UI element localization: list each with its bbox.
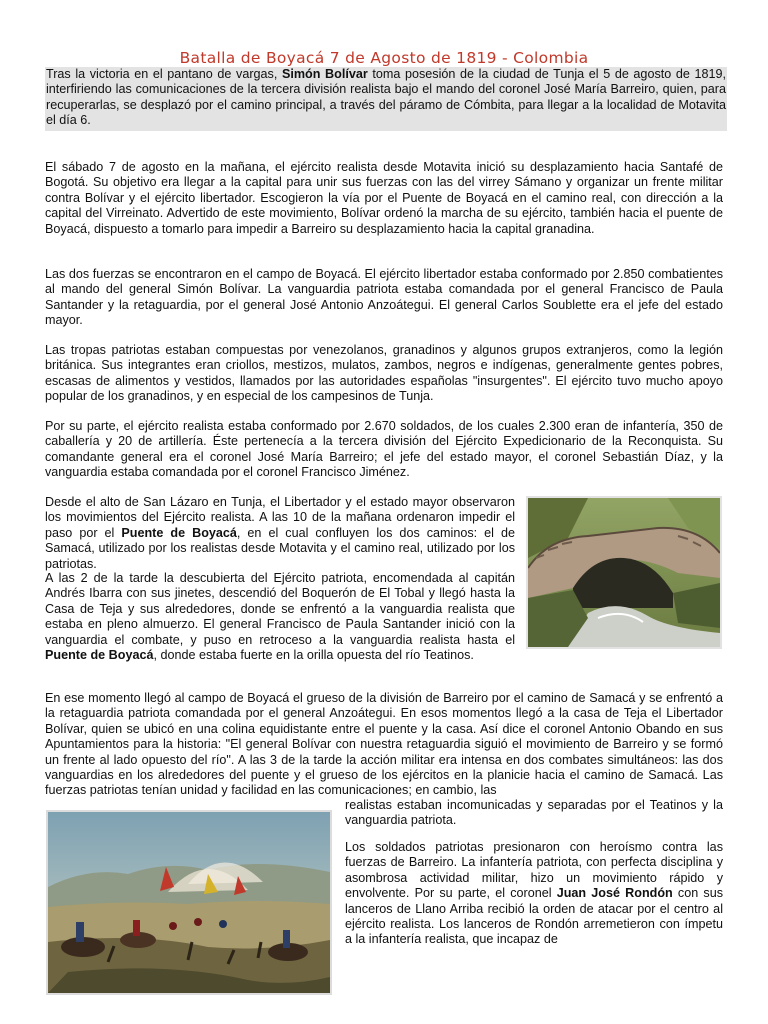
paragraph-6-text: A las 2 de la tarde la descubierta del Ejército patriota, encomendada al capitán Andrés Ibarra con sus jinetes, descendió del Boquerón de El Tobal y llegó hasta la Casa de Teja y sus alrededores, donde se enfrentó a la vanguardia realista que estaba en pleno almuerzo. El general Francisco de Paula Santander inició con la vanguardia el combate, y puso en retroceso a la vanguardia realista hasta el [45, 571, 515, 647]
paragraph-8-text: Los soldados patriotas presionaron con heroísmo contra las fuerzas de Barreiro. La infantería patriota, con perfecta disciplina y asombrosa actividad militar, hizo un movimiento rápido y envolvente. Por su parte, el coronel [345, 840, 723, 901]
paragraph-5-bold: Puente de Boyacá [121, 525, 237, 540]
paragraph-2: Las dos fuerzas se encontraron en el campo de Boyacá. El ejército libertador estaba conformado por 2.850 combatientes al mando del general Simón Bolívar. La vanguardia patriota estaba comandada por el general Francisco de Paula Santander y la retaguardia, por el general José Antonio Anzoátegui. El general Carlos Soublette era el jefe del estado mayor. [45, 267, 723, 328]
paragraph-7: En ese momento llegó al campo de Boyacá el grueso de la división de Barreiro por el camino de Samacá y se enfrentó a la retaguardia patriota comandada por el general Anzoátegui. En esos momentos llegó a la casa de Teja el Libertador Bolívar, quien se ubicó en una colina equidistante entre el puente y la casa. Así dice el coronel Antonio Obando en sus Apuntamientos para la historia: "El general Bolívar con nuestra retaguardia siguió el movimiento de Barreiro y se formó un frente al lado opuesto del río". A las 3 de la tarde la acción militar era intensa en dos combates simultáneos: las dos vanguardias en los alrededores del puente y el grueso de los ejércitos en la planicie hacia el camino de Samacá. Las fuerzas patriotas tenían unidad y facilidad en las comunicaciones; en cambio, las [45, 691, 723, 798]
page-title: Batalla de Boyacá 7 de Agosto de 1819 - Colombia [179, 49, 589, 67]
intro-text: Tras la victoria en el pantano de vargas, [46, 67, 282, 81]
intro-paragraph [45, 67, 727, 131]
paragraph-5-text-cont: , en el cual confluyen los dos caminos: el de Samacá, utilizado por los realistas desde Motavita y el camino real, utilizado por los patriotas. [45, 525, 515, 571]
paragraph-1: El sábado 7 de agosto en la mañana, el ejército realista desde Motavita inició su desplazamiento hacia Santafé de Bogotá. Su objetivo era llegar a la capital para unir sus fuerzas con las del virrey Sámano y organizar un frente militar contra Bolívar y el ejército libertador. Escogieron la vía por el Puente de Boyacá en el camino real, con dirección a la capital del Virreinato. Advertido de este movimiento, Bolívar ordenó la marcha de su ejército, también hacia el puente de Boyacá, dispuesto a tomarlo para impedir a Barreiro su desplazamiento hacia la capital granadina. [45, 160, 723, 236]
paragraph-6 [45, 571, 515, 663]
paragraph-3: Las tropas patriotas estaban compuestas por venezolanos, granadinos y algunos grupos extranjeros, como la legión británica. Sus integrantes eran criollos, mestizos, mulatos, zambos, negros e indígenas, generalmente gentes pobres, escasas de alimentos y vestidos, llamados por las autoridades españolas "insurgentes". El ejército tuvo mucho apoyo popular de los granadinos, y en especial de los campesinos de Tunja. [45, 343, 723, 404]
bridge-painting-image [526, 496, 722, 649]
paragraph-5-text: Desde el alto de San Lázaro en Tunja, el Libertador y el estado mayor observaron los movimientos del Ejército realista. A las 10 de la mañana ordenaron impedir el paso por el [45, 495, 515, 540]
paragraph-6-text-cont: , donde estaba fuerte en la orilla opuesta del río Teatinos. [153, 648, 474, 663]
paragraph-6-bold: Puente de Boyacá [45, 648, 154, 663]
paragraph-8 [345, 840, 723, 948]
intro-bold-name: Simón Bolívar [281, 67, 368, 81]
paragraph-4: Por su parte, el ejército realista estaba conformado por 2.670 soldados, de los cuales 2.300 eran de infantería, 350 de caballería y 20 de artillería. Éste pertenecía a la tercera división del Ejército Expedicionario de la Reconquista. Su comandante general era el coronel José María Barreiro; el jefe del estado mayor, el coronel Sebastián Díaz, y la vanguardia estaba comandada por el coronel Francisco Jiménez. [45, 419, 723, 480]
paragraph-7-continued: realistas estaban incomunicadas y separadas por el Teatinos y la vanguardia patriota. [345, 798, 723, 828]
paragraph-8-text-cont: con sus lanceros de Llano Arriba recibió la orden de atacar por el centro al ejército realista. Los lanceros de Rondón arremetieron con ímpetu a la infantería realista, que incapaz de [345, 886, 724, 947]
paragraph-5 [45, 495, 515, 572]
paragraph-8-bold: Juan José Rondón [556, 886, 673, 901]
intro-text-cont: toma posesión de la ciudad de Tunja el 5 de agosto de 1819, interfiriendo las comunicaciones de la tercera división realista bajo el mando del coronel José María Barreiro, quien, para recuperarlas, se desplazó por el camino principal, a través del páramo de Cómbita, para llegar a la localidad de Motavita el día 6. [46, 67, 726, 128]
battle-painting-image [46, 810, 332, 995]
